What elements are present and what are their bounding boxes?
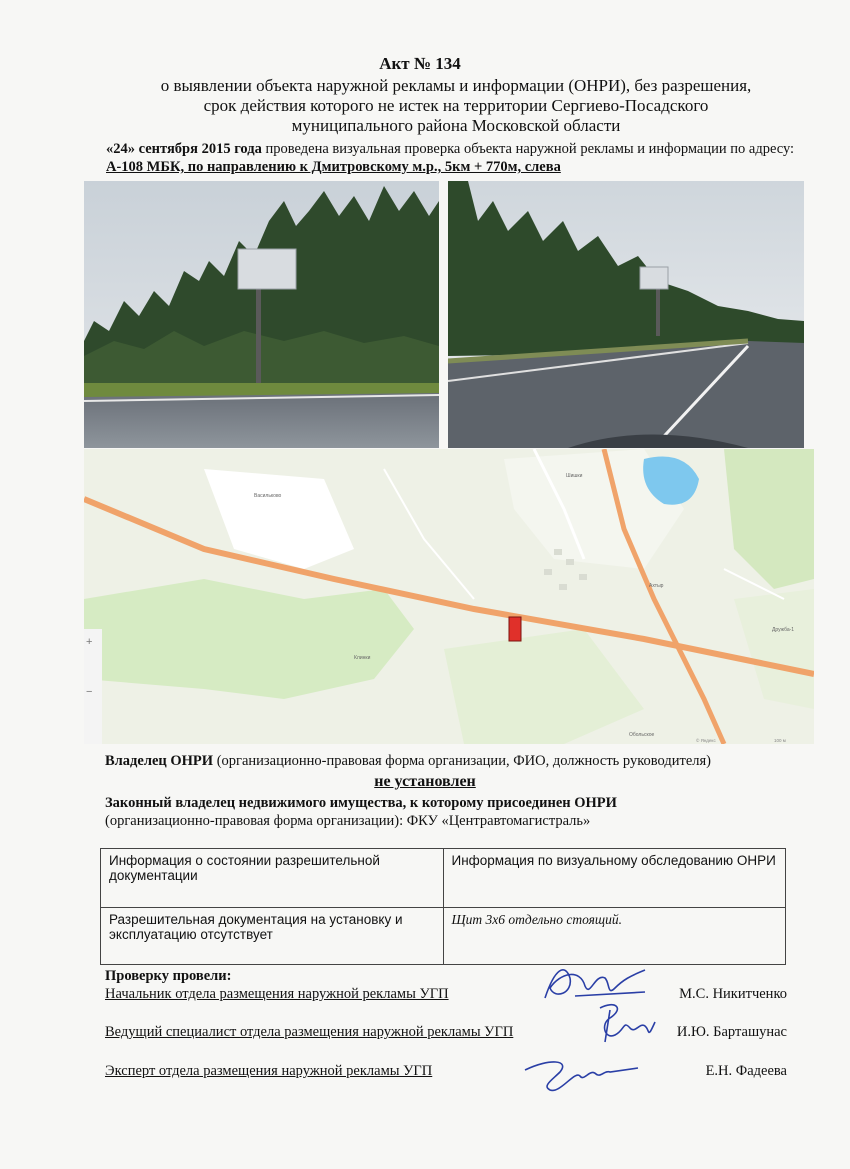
inspector-row (105, 986, 787, 1003)
subtitle-line: муниципального района Московской области (291, 116, 621, 135)
legal-owner-label: Законный владелец недвижимого имущества, к которому присоединен ОНРИ (105, 795, 617, 811)
location-map (84, 449, 814, 744)
map-label: Дружба-1 (772, 627, 795, 633)
map-attribution: © Яндекс (696, 738, 716, 743)
subtitle-line: о выявлении объекта наружной рекламы и информации (ОНРИ), без разрешения, (160, 76, 752, 95)
inspector-row (105, 1024, 787, 1041)
inspector-position: Начальник отдела размещения наружной рекламы УГП (105, 986, 449, 1002)
photo-billboard-side (84, 181, 439, 448)
map-control-minus: − (86, 686, 93, 698)
inspection-dateline (106, 140, 816, 176)
info-cell-docs: Разрешительная документация на установку и эксплуатацию отсутствует (101, 908, 444, 965)
inspection-date: «24» сентября 2015 года (106, 141, 262, 157)
map-label: Ахтыр (649, 583, 664, 589)
inspection-label: Проверку провели: (105, 968, 232, 984)
info-header-visual: Информация по визуальному обследованию ОНРИ (443, 849, 786, 908)
inspector-name: М.С. Никитченко (679, 986, 787, 1002)
act-title: Акт № 134 (379, 54, 461, 73)
object-address: А-108 МБК, по направлению к Дмитровскому м.р., 5км + 770м, слева (106, 159, 561, 175)
intro-text: проведена визуальная проверка объекта наружной рекламы и информации по адресу: (261, 141, 795, 157)
subtitle-line: срок действия которого не истек на территории Сергиево-Посадского (203, 96, 709, 115)
owner-label: Владелец ОНРИ (105, 753, 214, 769)
owner-value: не установлен (374, 773, 476, 790)
map-label: Васильково (254, 493, 282, 499)
owner-hint: (организационно-правовая форма организации, ФИО, должность руководителя) (213, 753, 712, 769)
photo-road-view (448, 181, 804, 448)
inspector-name: Е.Н. Фадеева (705, 1063, 787, 1079)
signature-bartashunas (585, 1000, 665, 1050)
inspector-position: Эксперт отдела размещения наружной рекламы УГП (105, 1063, 433, 1079)
info-header-docs: Информация о состоянии разрешительной документации (101, 849, 444, 908)
map-scale: 100 м (774, 738, 786, 743)
inspector-position: Ведущий специалист отдела размещения наружной рекламы УГП (105, 1024, 514, 1040)
act-subtitle (96, 76, 816, 136)
legal-owner-line: (организационно-правовая форма организации): ФКУ «Центравтомагистраль» (105, 813, 591, 829)
info-cell-visual: Щит 3х6 отдельно стоящий. (443, 908, 786, 965)
map-control-plus: + (86, 636, 93, 648)
info-table (100, 848, 786, 965)
map-label: Обольское (629, 732, 655, 738)
owner-line (105, 753, 825, 770)
map-label: Клинки (354, 655, 371, 661)
signature-fadeeva (520, 1050, 640, 1095)
inspector-name: И.Ю. Барташунас (676, 1024, 787, 1040)
map-label: Шишки (566, 473, 583, 479)
inspector-row (105, 1063, 787, 1080)
